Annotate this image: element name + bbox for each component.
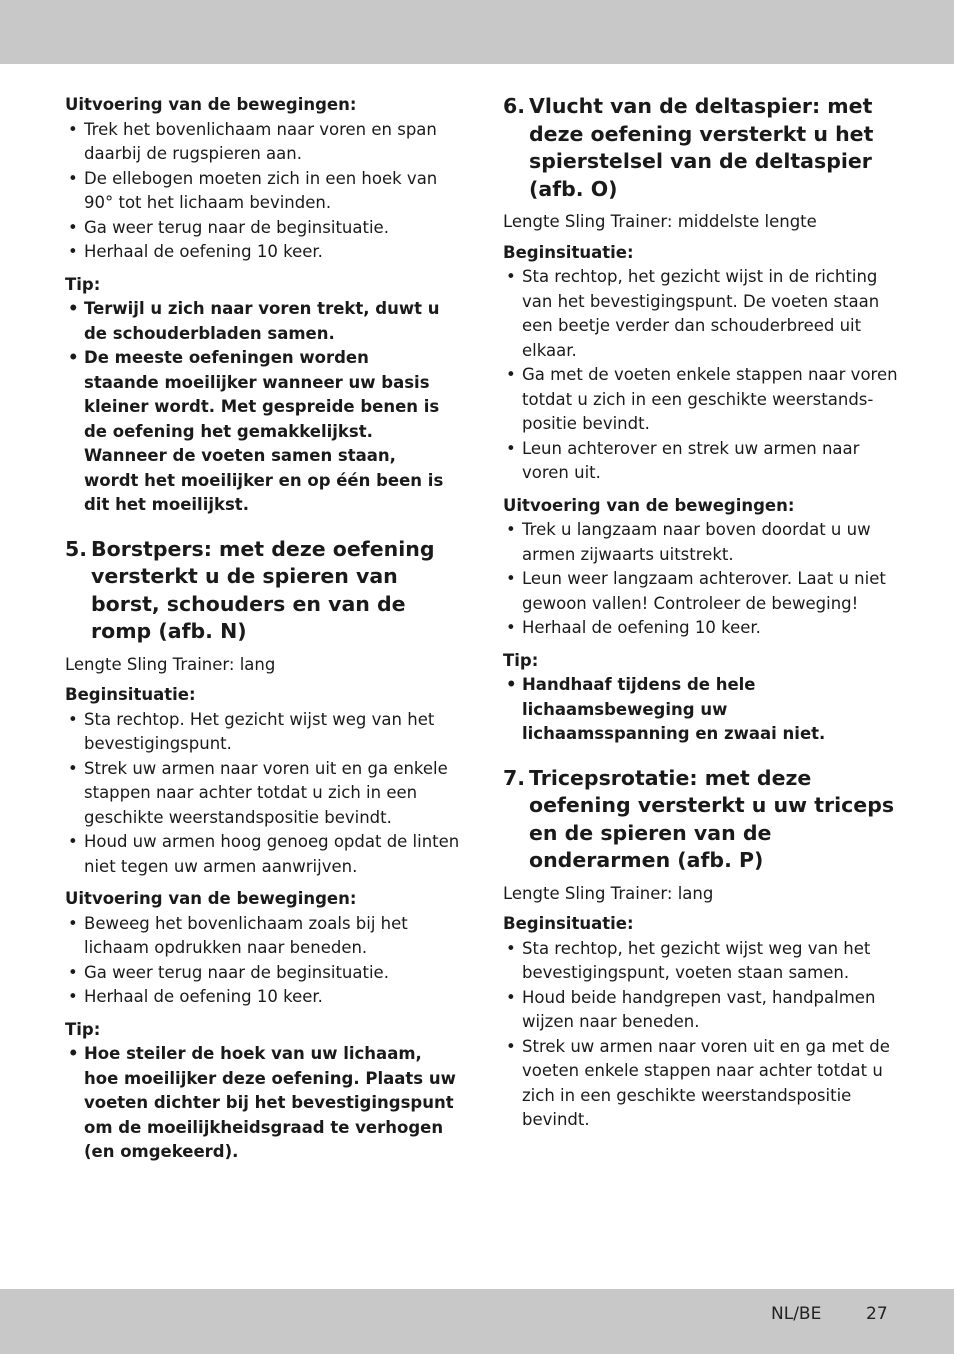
list-item: • Sta rechtop. Het gezicht wijst weg van het bevestigingspunt.	[65, 708, 460, 757]
start-heading: Beginsituatie:	[503, 242, 634, 262]
list-item: • De meeste oefeningen worden staande moeilijker wanneer uw basis kleiner wordt. Met gespreide benen is de oefening het gemakkelijkst. Wanneer de voeten samen staan, wordt het moeilijker en op één been is dit het moeilijkst.	[65, 346, 454, 518]
list-item: • Sta rechtop, het gezicht wijst weg van het bevestigingspunt, voeten staan samen.	[503, 937, 898, 986]
list-item: • Trek het bovenlichaam naar voren en span daarbij de rugspieren aan.	[65, 118, 460, 167]
list-item: • Herhaal de oefening 10 keer.	[65, 985, 460, 1010]
start-list	[503, 265, 898, 486]
footer-language: NL/BE	[771, 1304, 822, 1324]
tip-list	[65, 1042, 460, 1165]
list-item: • Terwijl u zich naar voren trekt, duwt u de schouderbladen samen.	[65, 297, 454, 346]
list-item: • Herhaal de oefening 10 keer.	[65, 240, 460, 265]
tip-list	[503, 673, 898, 747]
list-item: • Leun achterover en strek uw armen naar voren uit.	[503, 437, 898, 486]
sling-length: Lengte Sling Trainer: lang	[503, 883, 714, 903]
list-item: • Strek uw armen naar voren uit en ga met de voeten enkele stappen naar achter totdat u zich in een geschikte weerstandspositie bevindt.	[503, 1035, 898, 1133]
list-item: • Hoe steiler de hoek van uw lichaam, hoe moeilijker deze oefening. Plaats uw voeten dichter bij het bevestigingspunt om de moeilijkheidsgraad te verhogen (en omgekeerd).	[65, 1042, 460, 1165]
exec-list	[503, 518, 898, 641]
list-item: • Beweeg het bovenlichaam zoals bij het lichaam opdrukken naar beneden.	[65, 912, 460, 961]
section-title: Vlucht van de deltaspier: met deze oefening versterkt u het spierstelsel van de deltaspier (afb. O)	[529, 94, 874, 201]
start-heading: Beginsituatie:	[503, 914, 634, 933]
list-item: • Handhaaf tijdens de hele lichaamsbeweging uw lichaamsspanning en zwaai niet.	[503, 673, 898, 747]
section-7-heading	[503, 765, 899, 875]
section-number: 7.	[503, 765, 526, 790]
page-number: 27	[866, 1304, 888, 1324]
exec-list	[65, 118, 460, 265]
list-item: • Trek u langzaam naar boven doordat u uw armen zijwaarts uitstrekt.	[503, 518, 898, 567]
header-band	[0, 0, 954, 64]
tip-heading: Tip:	[503, 650, 539, 670]
right-column	[503, 93, 898, 1133]
start-heading: Beginsituatie:	[65, 685, 196, 704]
start-list	[503, 937, 898, 1133]
section-title: Tricepsrotatie: met deze oefening versterkt u uw triceps en de spieren van de onderarmen (afb. P)	[529, 765, 895, 872]
exec-heading: Uitvoering van de bewegingen:	[65, 889, 357, 908]
list-item: • Herhaal de oefening 10 keer.	[503, 616, 898, 641]
list-item: • Ga weer terug naar de beginsituatie.	[65, 961, 460, 986]
tip-heading: Tip:	[65, 1019, 101, 1039]
section-number: 6.	[503, 94, 526, 118]
section-5-heading	[65, 536, 451, 646]
section-6-heading	[503, 93, 889, 203]
list-item: • Strek uw armen naar voren uit en ga enkele stappen naar achter totdat u zich in een geschikte weerstandspositie bevindt.	[65, 757, 460, 831]
tip-list	[65, 297, 460, 518]
list-item: • Ga met de voeten enkele stappen naar voren totdat u zich in een geschikte weerstands-positie bevindt.	[503, 363, 898, 437]
left-column	[65, 93, 460, 1165]
sling-length: Lengte Sling Trainer: lang	[65, 654, 276, 674]
section-number: 5.	[65, 536, 88, 561]
start-list	[65, 708, 460, 880]
list-item: • Leun weer langzaam achterover. Laat u niet gewoon vallen! Controleer de beweging!	[503, 567, 898, 616]
exec-heading: Uitvoering van de bewegingen:	[503, 495, 795, 515]
exec-heading: Uitvoering van de bewegingen:	[65, 95, 357, 114]
exec-list	[65, 912, 460, 1010]
list-item: • Ga weer terug naar de beginsituatie.	[65, 216, 460, 241]
list-item: • De ellebogen moeten zich in een hoek van 90° tot het lichaam bevinden.	[65, 167, 460, 216]
sling-length: Lengte Sling Trainer: middelste lengte	[503, 212, 817, 231]
tip-heading: Tip:	[65, 274, 101, 294]
list-item: • Houd beide handgrepen vast, handpalmen wijzen naar beneden.	[503, 986, 898, 1035]
list-item: • Sta rechtop, het gezicht wijst in de richting van het bevestigingspunt. De voeten staan een beetje verder dan schouderbreed uit elkaar.	[503, 265, 898, 363]
list-item: • Houd uw armen hoog genoeg opdat de linten niet tegen uw armen aanwrijven.	[65, 830, 460, 879]
section-title: Borstpers: met deze oefening versterkt u de spieren van borst, schouders en van de romp (afb. N)	[91, 536, 435, 643]
